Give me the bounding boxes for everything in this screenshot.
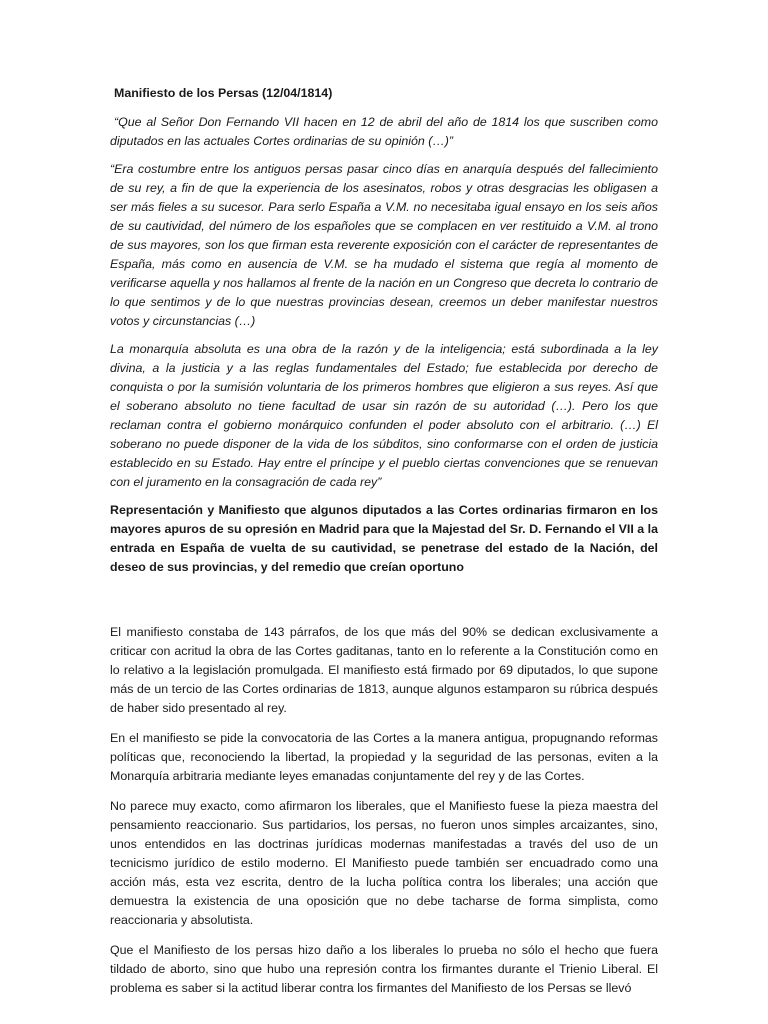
paragraph-liberal-repression: Que el Manifiesto de los persas hizo daño a los liberales lo prueba no sólo el hecho que fuera tildado de aborto, sino que hubo una represión contra los firmantes durante el Trienio Liberal. El problema es saber si la actitud liberar contra los firmantes del Manifiesto de los Persas se llevó xyxy=(110,943,658,995)
document-title: Manifiesto de los Persas (12/04/1814) xyxy=(114,86,333,100)
quote-persians: “Era costumbre entre los antiguos persas pasar cinco días en anarquía después del fallecimiento de su rey, a fin de que la experiencia de los asesinatos, robos y otras desgracias les obligasen a ser más fieles a su sucesor. Para serlo España a V.M. no necesitaba igual ensayo en los seis años de su cautividad, del número de los españoles que se complacen en ver restituido a V.M. al trono de sus mayores, son los que firman esta reverente exposición con el carácter de representantes de España, más como en ausencia de V.M. se ha mudado el sistema que regía al momento de verificarse aquella y nos hallamos al frente de la nación en un Congreso que decreta lo contrario de lo que sentimos y de lo que nuestras provincias desean, creemos un deber manifestar nuestros votos y circunstancias (…) xyxy=(110,162,658,328)
paragraph-reactionary-thought: No parece muy exacto, como afirmaron los liberales, que el Manifiesto fuese la pieza maestra del pensamiento reaccionario. Sus partidarios, los persas, no fueron unos simples arcaizantes, sino, unos entendidos en las doctrinas jurídicas modernas manifestadas a través del uso de un tecnicismo jurídico de estilo moderno. El Manifiesto puede también ser encuadrado como una acción más, esta vez escrita, dentro de la lucha política contra los liberales; una acción que demuestra la existencia de una oposición que no debe tacharse de forma simplista, como reaccionaria y absolutista. xyxy=(110,799,658,927)
quote-opening: “Que al Señor Don Fernando VII hacen en 12 de abril del año de 1814 los que suscriben como diputados en las actuales Cortes ordinarias de su opinión (…)” xyxy=(110,115,658,148)
paragraph-paragraph-count: El manifiesto constaba de 143 párrafos, de los que más del 90% se dedican exclusivamente a criticar con acritud la obra de las Cortes gaditanas, tanto en lo referente a la Constitución como en lo relativo a la legislación promulgada. El manifiesto está firmado por 69 diputados, lo que supone más de un tercio de las Cortes ordinarias de 1813, aunque algunos estamparon su rúbrica después de haber sido presentado al rey. xyxy=(110,625,658,715)
quote-absolute-monarchy: La monarquía absoluta es una obra de la razón y de la inteligencia; está subordinada a la ley divina, a la justicia y a las reglas fundamentales del Estado; fue establecida por derecho de conquista o por la sumisión voluntaria de los primeros hombres que eligieron a sus reyes. Así que el soberano absoluto no tiene facultad de usar sin razón de su autoridad (…). Pero los que reclaman contra el gobierno monárquico confunden el poder absoluto con el arbitrario. (…) El soberano no puede disponer de la vida de los súbditos, sino conformarse con el orden de justicia establecido en su Estado. Hay entre el príncipe y el pueblo ciertas convenciones que se renuevan con el juramento en la consagración de cada rey” xyxy=(110,342,658,489)
paragraph-cortes-convocation: En el manifiesto se pide la convocatoria de las Cortes a la manera antigua, propugnando reformas políticas que, reconociendo la libertad, la propiedad y la seguridad de las personas, eviten a la Monarquía arbitraria mediante leyes emanadas conjuntamente del rey y de las Cortes. xyxy=(110,731,658,783)
document-body xyxy=(110,84,658,1009)
manifesto-summary: Representación y Manifiesto que algunos diputados a las Cortes ordinarias firmaron en los mayores apuros de su opresión en Madrid para que la Majestad del Sr. D. Fernando el VII a la entrada en España de vuelta de su cautividad, se penetrase del estado de la Nación, del deseo de sus provincias, y del remedio que creían oportuno xyxy=(110,503,658,574)
section-spacer xyxy=(110,586,658,623)
